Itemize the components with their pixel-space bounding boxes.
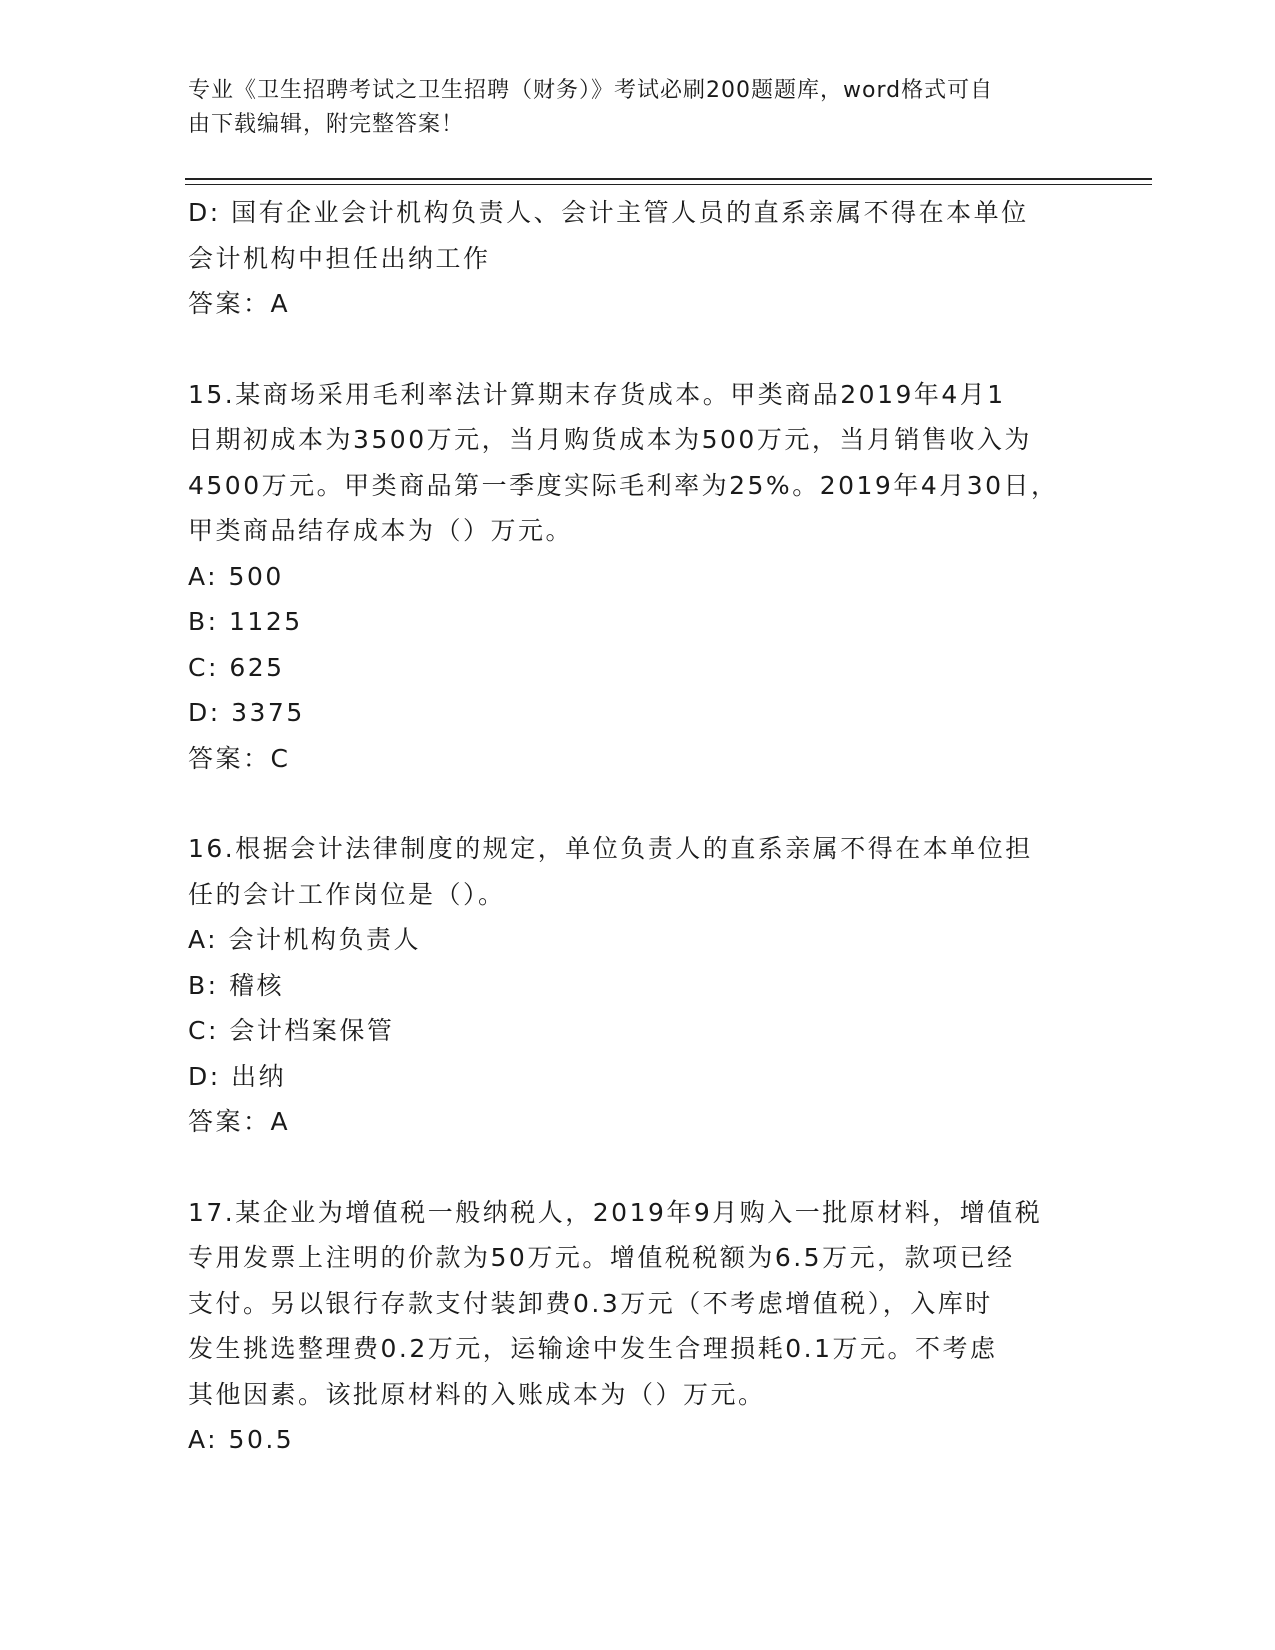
question-text-line: 任的会计工作岗位是（）。 xyxy=(188,879,506,909)
question-text-line: 甲类商品结存成本为（）万元。 xyxy=(188,516,574,545)
question-text-line: 支付。另以银行存款支付装卸费0.3万元（不考虑增值税），入库时 xyxy=(188,1288,993,1318)
question-text-line: 16.根据会计法律制度的规定，单位负责人的直系亲属不得在本单位担 xyxy=(188,834,1033,863)
header-rule-thick xyxy=(185,178,1152,180)
answer-line: 答案：A xyxy=(188,289,291,318)
spacer xyxy=(188,327,1078,372)
header-line-2: 由下载编辑，附完整答案！ xyxy=(188,112,465,137)
question-text-line: 专用发票上注明的价款为50万元。增值税税额为6.5万元，款项已经 xyxy=(188,1243,1015,1272)
question-text-line: 4500万元。甲类商品第一季度实际毛利率为25%。2019年4月30日， xyxy=(188,470,1059,500)
option-c: C: 会计档案保管 xyxy=(188,1016,395,1045)
answer-line: 答案：A xyxy=(188,1107,291,1136)
question-14-continuation xyxy=(188,190,1078,327)
spacer xyxy=(188,1145,1078,1190)
option-b: B: 稽核 xyxy=(188,970,285,1000)
question-text-line: 17.某企业为增值税一般纳税人，2019年9月购入一批原材料，增值税 xyxy=(188,1197,1043,1227)
document-header xyxy=(188,74,1068,142)
question-text-line: 日期初成本为3500万元，当月购货成本为500万元，当月销售收入为 xyxy=(188,425,1032,454)
document-body xyxy=(188,190,1078,1463)
header-rule-thin xyxy=(185,184,1152,185)
header-line-1: 专业《卫生招聘考试之卫生招聘（财务）》考试必刷200题题库，word格式可自 xyxy=(188,78,994,103)
question-text-line: 其他因素。该批原材料的入账成本为（）万元。 xyxy=(188,1379,766,1409)
option-d-line-2: 会计机构中担任出纳工作 xyxy=(188,243,491,273)
question-text-line: 15.某商场采用毛利率法计算期末存货成本。甲类商品2019年4月1 xyxy=(188,379,1006,409)
question-15 xyxy=(188,372,1078,782)
option-d: D: 出纳 xyxy=(188,1061,287,1091)
option-a: A: 500 xyxy=(188,561,284,591)
option-d: D: 3375 xyxy=(188,698,305,727)
question-17 xyxy=(188,1190,1078,1463)
spacer xyxy=(188,781,1078,826)
option-a: A: 50.5 xyxy=(188,1425,295,1454)
question-16 xyxy=(188,826,1078,1145)
option-a: A: 会计机构负责人 xyxy=(188,925,422,954)
option-c: C: 625 xyxy=(188,652,285,682)
option-b: B: 1125 xyxy=(188,607,303,636)
question-text-line: 发生挑选整理费0.2万元，运输途中发生合理损耗0.1万元。不考虑 xyxy=(188,1334,998,1363)
option-d-line-1: D: 国有企业会计机构负责人、会计主管人员的直系亲属不得在本单位 xyxy=(188,198,1029,227)
answer-line: 答案：C xyxy=(188,743,291,773)
